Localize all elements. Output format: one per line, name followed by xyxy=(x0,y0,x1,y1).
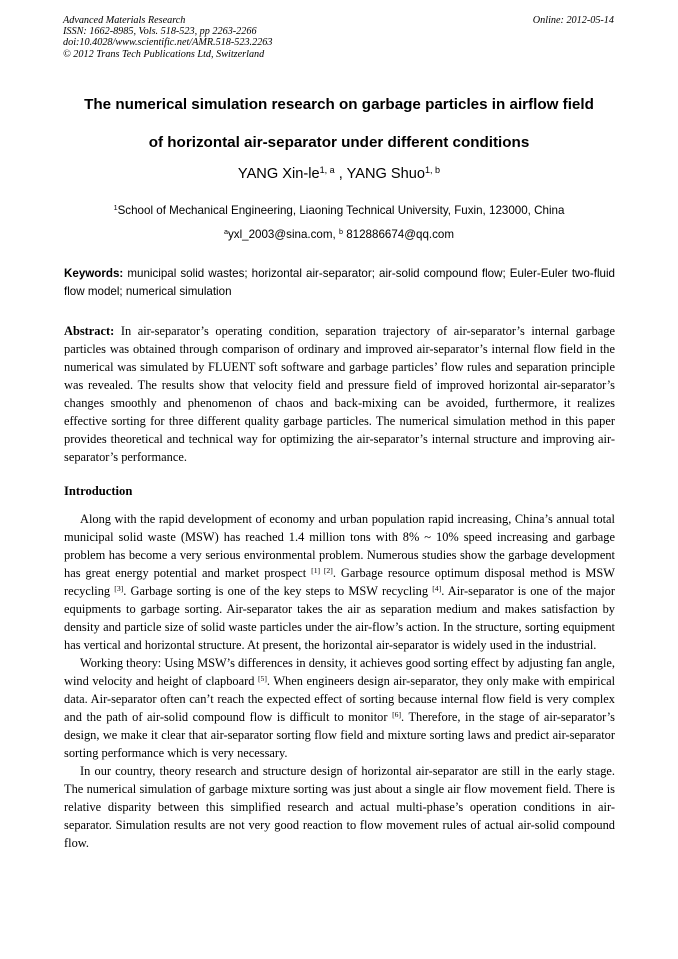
introduction-body xyxy=(64,510,615,852)
author-1-affiliation-mark: 1, a xyxy=(319,165,335,176)
author-emails xyxy=(0,228,678,241)
affiliation-text: School of Mechanical Engineering, Liaoning Technical University, Fuxin, 123000, China xyxy=(117,204,565,217)
affiliation-mark: 1 xyxy=(113,203,118,213)
keywords-label: Keywords: xyxy=(64,267,124,280)
intro-p2-text-b: . When engineers design air-separator, they only make with empirical data. Air-separator often can’t reach the expected effect of sorting because internal flow field is very complex and the path of air-solid compound flow is difficult to monitor xyxy=(64,674,616,724)
journal-name: Advanced Materials Research xyxy=(63,15,186,26)
citation-4: [4] xyxy=(432,584,442,594)
author-2-affiliation-mark: 1, b xyxy=(424,165,441,176)
citation-5: [5] xyxy=(257,674,267,684)
keywords xyxy=(64,265,615,301)
intro-p1-text-c: . Garbage sorting is one of the key steps to MSW recycling xyxy=(123,584,433,598)
author-list xyxy=(0,166,678,182)
title-line-1: The numerical simulation research on garbage particles in airflow field xyxy=(84,96,594,113)
citation-3: [3] xyxy=(114,584,124,594)
keywords-text: municipal solid wastes; horizontal air-separator; air-solid compound flow; Euler-Euler two-fluid flow model; numerical simulation xyxy=(64,267,615,298)
online-date: Online: 2012-05-14 xyxy=(532,15,614,26)
email-a: yxl_2003@sina.com, xyxy=(227,228,339,241)
journal-header xyxy=(63,15,272,60)
abstract-text: In air-separator’s operating condition, separation trajectory of air-separator’s internal garbage particles was obtained through comparison of ordinary and improved air-separator’s internal flow field in the numerical was simulated by FLUENT soft software and garbage particles’ flow rules and separation principle was revealed. The results show that velocity field and pressure field of improved horizontal air-separator’s changes smoothly and phenomenon of chaos and back-mixing can be avoided, furthermore, it realizes effective sorting for three different quality garbage particles. The numerical simulation method in this paper provides theoretical and technical way for optimizing the air-separator’s internal structure and improving air-separator’s performance. xyxy=(64,324,615,464)
intro-paragraph-2 xyxy=(64,654,615,762)
intro-p2-text-a: Working theory: Using MSW’s differences in density, it achieves good sorting effect by adjusting fan angle, wind velocity and height of clapboard xyxy=(64,656,615,688)
title-line-2: of horizontal air-separator under different conditions xyxy=(148,134,530,151)
intro-p1-text-b: . Garbage resource optimum disposal method is MSW recycling xyxy=(64,566,615,598)
email-b-mark: b xyxy=(338,227,343,237)
author-separator: , xyxy=(334,166,347,182)
citation-6: [6] xyxy=(392,710,402,720)
abstract-label: Abstract: xyxy=(64,324,115,338)
intro-p2-text-c: . Therefore, in the stage of air-separator’s design, we make it clear that air-separator sorting flow field and mixture sorting laws and predict air-separator sorting performance which is very necessary. xyxy=(64,710,615,760)
copyright-line: © 2012 Trans Tech Publications Ltd, Switzerland xyxy=(63,48,265,60)
intro-p1-text-d: . Air-separator is one of the major equipments to garbage sorting. Air-separator takes the air as separation medium and makes satisfaction by density and particle size of solid waste particles under the air-flow’s action. In the structure, sorting equipment has vertical and horizontal structure. At present, the horizontal air-separator is widely used in the industrial. xyxy=(64,584,615,652)
introduction-heading: Introduction xyxy=(64,484,133,498)
email-b: 812886674@qq.com xyxy=(342,228,455,241)
issn-line: ISSN: 1662-8985, Vols. 518-523, pp 2263-2266 xyxy=(63,26,257,38)
author-2: YANG Shuo xyxy=(346,166,425,182)
abstract xyxy=(64,322,615,466)
paper-title xyxy=(40,86,638,162)
affiliation xyxy=(0,204,678,217)
doi-line: doi:10.4028/www.scientific.net/AMR.518-523.2263 xyxy=(63,37,273,49)
intro-paragraph-1 xyxy=(64,510,615,654)
intro-paragraph-3: In our country, theory research and structure design of horizontal air-separator are still in the early stage. The numerical simulation of garbage mixture sorting was just about a single air flow movement field. There is relative disparity between this simplified research and actual multi-phase’s operation conditions in air-separator. Simulation results are not very good reaction to flow movement rules of actual air-solid compound flow. xyxy=(64,764,615,850)
intro-p1-text-a: Along with the rapid development of economy and urban population rapid increasing, China’s annual total municipal solid waste (MSW) has reached 1.4 million tons with 8% ~ 10% speed increasing and garbage problem has become a very serious environmental problem. Numerous studies show the garbage development has great energy potential and market prospect xyxy=(64,512,615,580)
author-1: YANG Xin-le xyxy=(237,166,320,182)
email-a-mark: a xyxy=(223,227,228,237)
citation-1-2: [1] [2] xyxy=(311,566,333,576)
